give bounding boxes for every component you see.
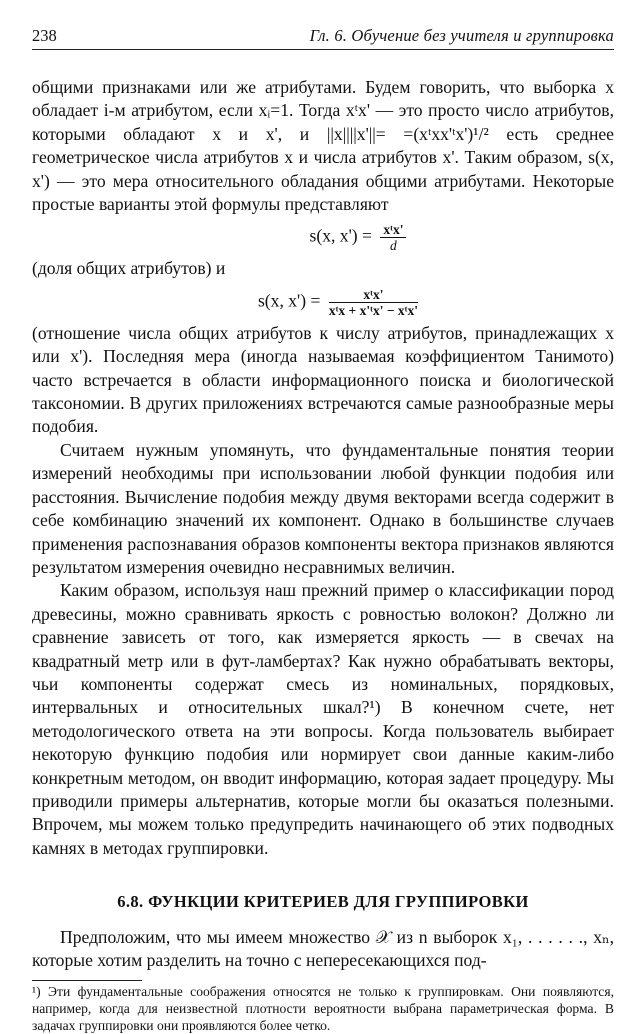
paragraph-2: (доля общих атрибутов) и [32,258,226,279]
paragraph-3: (отношение числа общих атрибутов к числу атрибутов, принадлежащих x или x'). Последняя мера (иногда называемая коэффициентом Танимото) часто встречается в области информационного поиска и биологической таксономии. В других приложениях встречаются самые разнообразные меры подобия. [32,322,614,437]
formula-1-numerator: xᵗx' [380,222,406,238]
footnote: ¹) Эти фундаментальные соображения относятся не только к группировкам. Они появляются, например, когда для неизвестной плотности вероятности выбрана параметрическая форма. В задачах группировки они проявляются более четко. [32,984,614,1034]
book-page [32,26,614,1034]
formula-2-numerator: xᵗx' [329,287,418,303]
paragraph-5: Каким образом, используя наш прежний пример о классификации пород древесины, можно сравнивать яркость с ровностью волокон? Должно ли сравнение зависеть от того, как измеряется яркость — в свечах на квадратный метр или в фут-ламбертах? Как нужно обрабатывать векторы, чьи компоненты содержат смесь из номинальных, порядковых, интервальных и относительных шкал?¹) В конечном счете, нет методологического ответа на эти вопросы. Когда пользователь выбирает некоторую функцию подобия или нормирует свои данные каким-либо конкретным методом, он вводит информацию, которая задает процедуру. Мы приводили примеры альтернатив, которые могли бы оказаться полезными. Впрочем, мы можем только предупредить начинающего об этих подводных камнях в методах группировки. [32,580,614,858]
formula-2-lhs: s(x, x') = [257,290,321,311]
running-title: Гл. 6. Обучение без учителя и группировка [309,26,614,45]
page-number: 238 [32,26,57,45]
formula-2-denominator: xᵗx + x'ᵗx' − xᵗx' [328,302,419,318]
formula-tanimoto [32,287,614,318]
paragraph-1: общими признаками или же атрибутами. Будем говорить, что выборка x обладает i-м атрибутом, если xᵢ=1. Тогда xᵗx' — это просто число атрибутов, которыми обладают x и x', и ||x||||x'||= =(xᵗxx'ᵗx')¹/² есть среднее геометрическое числа атрибутов x и числа атрибутов x'. Таким образом, s(x, x') — это мера относительного обладания общими атрибутами. Некоторые простые варианты этой формулы представляют [32,77,614,215]
running-header [32,26,614,50]
formula-share-of-common-attributes [32,222,614,253]
formula-1-denominator: d [390,238,397,254]
footnote-divider [32,980,142,981]
formula-2-fraction [329,287,418,318]
section-heading: 6.8. ФУНКЦИИ КРИТЕРИЕВ ДЛЯ ГРУППИРОВКИ [117,892,529,912]
page-body [32,76,614,1034]
paragraph-6: Предположим, что мы имеем множество 𝒳 из n выборок x₁, . . . . . ., xₙ, которые хотим разделить на точно c непересекающихся под- [32,926,614,970]
paragraph-4: Считаем нужным упомянуть, что фундаментальные понятия теории измерений необходимы при использовании любой функции подобия или расстояния. Вычисление подобия между двумя векторами всегда содержит в себе комбинацию значений их компонент. Однако в большинстве случаев применения распознавания образов компоненты вектора признаков являются результатом измерения очевидно несравнимых величин. [32,439,614,577]
formula-1-fraction [380,222,406,253]
formula-1-lhs: s(x, x') = [309,225,372,246]
